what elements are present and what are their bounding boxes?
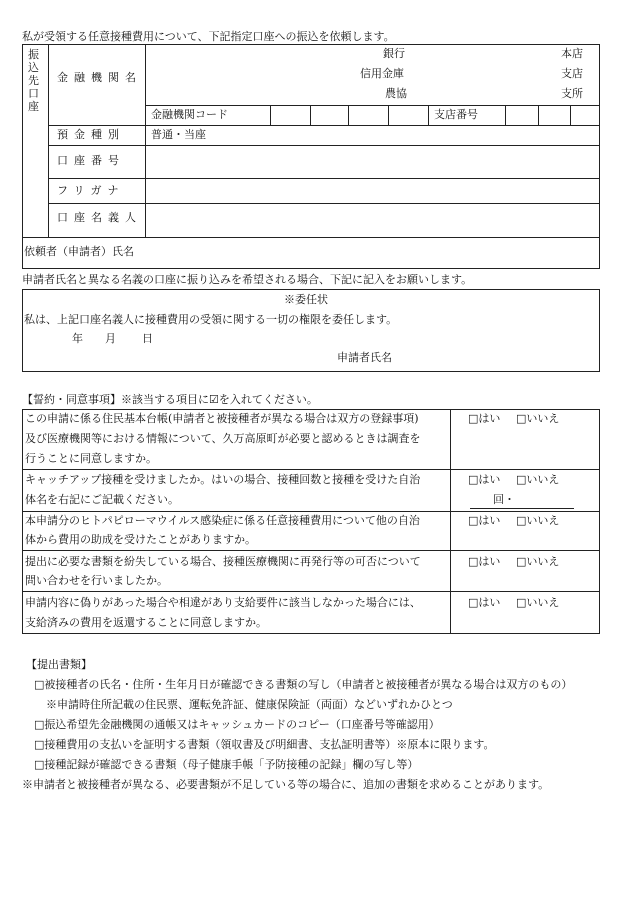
- delegation-body: 私は、上記口座名義人に接種費用の受領に関する一切の権限を委任します。: [24, 313, 398, 326]
- document-item[interactable]: □振込希望先金融機関の通帳又はキャッシュカードのコピー（口座番号等確認用）: [34, 718, 440, 731]
- deposit-type-label: 預金種別: [57, 128, 125, 141]
- signer-label: 申請者氏名: [337, 351, 392, 364]
- documents-header: 【提出書類】: [26, 658, 92, 671]
- account-holder-label: 口座名義人: [57, 211, 142, 224]
- pledge-item-1-line-2: 及び医療機関等における情報について、久万高原町が必要と認めるときは調査を: [25, 432, 421, 445]
- delegation-title: ※委任状: [284, 293, 328, 306]
- pledge-1-no-checkbox[interactable]: □いいえ: [516, 412, 560, 425]
- branch-main-office[interactable]: 本店: [561, 47, 583, 60]
- pledge-3-no-checkbox[interactable]: □いいえ: [516, 514, 560, 527]
- date-month: 月: [105, 332, 116, 345]
- type-agri-coop[interactable]: 農協: [385, 87, 407, 100]
- type-credit-union[interactable]: 信用金庫: [360, 67, 404, 80]
- catchup-entry-line[interactable]: [470, 508, 574, 509]
- catchup-count-suffix: 回・: [493, 493, 515, 506]
- requester-name-label: 依頼者（申請者）氏名: [24, 245, 134, 258]
- pledge-5-yes-checkbox[interactable]: □はい: [468, 596, 501, 609]
- pledge-2-yes-checkbox[interactable]: □はい: [468, 473, 501, 486]
- branch-branch[interactable]: 支店: [561, 67, 583, 80]
- intro-text: 私が受領する任意接種費用について、下記指定口座への振込を依頼します。: [22, 30, 395, 43]
- document-item[interactable]: □接種記録が確認できる書類（母子健康手帳「予防接種の記録」欄の写し等）: [34, 758, 419, 771]
- branch-sub-office[interactable]: 支所: [561, 87, 583, 100]
- pledge-item-4-line-2: 問い合わせを行いましたか。: [25, 574, 168, 587]
- financial-institution-label: 金融機関名: [57, 71, 142, 84]
- pledge-5-no-checkbox[interactable]: □いいえ: [516, 596, 560, 609]
- pledge-item-2-line-1: キャッチアップ接種を受けましたか。はいの場合、接種回数と接種を受けた自治: [25, 473, 421, 486]
- document-item[interactable]: □接種費用の支払いを証明する書類（領収書及び明細書、支払証明書等）※原本に限ります。: [34, 738, 495, 751]
- date-year: 年: [72, 332, 83, 345]
- pledge-3-yes-checkbox[interactable]: □はい: [468, 514, 501, 527]
- document-item[interactable]: □被接種者の氏名・住所・生年月日が確認できる書類の写し（申請者と被接種者が異なる場合は双方のもの）: [34, 678, 573, 691]
- pledge-4-yes-checkbox[interactable]: □はい: [468, 555, 501, 568]
- deposit-type-value[interactable]: 普通・当座: [151, 128, 206, 141]
- delegation-note: 申請者氏名と異なる名義の口座に振り込みを希望される場合、下記に記入をお願いします。: [22, 273, 473, 286]
- account-side-label: 振込先口座: [28, 48, 39, 113]
- pledge-item-4-line-1: 提出に必要な書類を紛失している場合、接種医療機関に再発行等の可否について: [25, 555, 421, 568]
- pledge-1-yes-checkbox[interactable]: □はい: [468, 412, 501, 425]
- pledge-item-3-line-2: 体から費用の助成を受けたことがありますか。: [25, 533, 256, 546]
- pledge-item-2-line-2: 体名を右記にご記載ください。: [25, 493, 179, 506]
- pledge-header: 【誓約・同意事項】※該当する項目に☑を入れてください。: [22, 393, 318, 406]
- pledge-item-1-line-1: この申請に係る住民基本台帳(申請者と被接種者が異なる場合は双方の登録事項): [25, 412, 419, 425]
- document-note: ※申請時住所記載の住民票、運転免許証、健康保険証（両面）などいずれかひとつ: [46, 698, 453, 711]
- institution-code-label: 金融機関コード: [151, 108, 228, 121]
- pledge-item-1-line-3: 行うことに同意しますか。: [25, 452, 157, 465]
- account-number-label: 口座番号: [57, 154, 125, 167]
- branch-number-label: 支店番号: [434, 108, 478, 121]
- pledge-item-5-line-1: 申請内容に偽りがあった場合や相違があり支給要件に該当しなかった場合には、: [25, 596, 421, 609]
- documents-footer: ※申請者と被接種者が異なる、必要書類が不足している等の場合に、追加の書類を求めることがあります。: [22, 778, 550, 791]
- type-bank[interactable]: 銀行: [383, 47, 405, 60]
- pledge-item-5-line-2: 支給済みの費用を返還することに同意しますか。: [25, 616, 267, 629]
- date-day: 日: [142, 332, 153, 345]
- pledge-item-3-line-1: 本申請分のヒトパピローマウイルス感染症に係る任意接種費用について他の自治: [25, 514, 420, 527]
- pledge-2-no-checkbox[interactable]: □いいえ: [516, 473, 560, 486]
- pledge-4-no-checkbox[interactable]: □いいえ: [516, 555, 560, 568]
- furigana-label: フリガナ: [57, 184, 125, 197]
